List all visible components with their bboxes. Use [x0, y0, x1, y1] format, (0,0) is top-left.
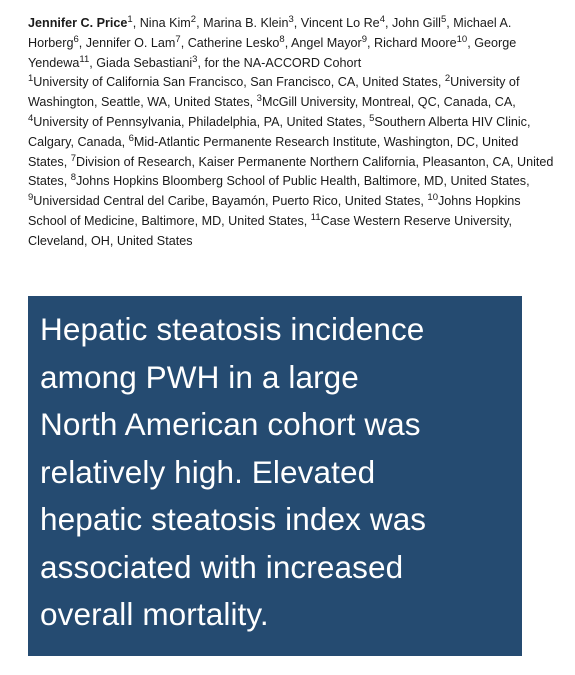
affiliation-text: University of California San Francisco, San Francisco, CA, United States — [33, 75, 438, 90]
author-name: Michael A. Horberg — [28, 16, 512, 50]
affiliation-text: Division of Research, Kaiser Permanente Northern California, Pleasanton, CA, United States — [28, 154, 554, 189]
affiliation-superscript: 3 — [288, 14, 294, 25]
affiliation-number: 10 — [427, 192, 438, 204]
affiliation-text: University of Pennsylvania, Philadelphia, PA, United States — [33, 114, 363, 129]
author-name: Jennifer O. Lam — [85, 35, 176, 50]
affiliation-superscript: 4 — [379, 14, 385, 25]
author-name: Nina Kim — [139, 16, 191, 30]
affiliation-text: Johns Hopkins School of Medicine, Baltimore, MD, United States — [28, 194, 521, 228]
author-name: Catherine Lesko — [187, 35, 280, 50]
affiliation-superscript: 7 — [175, 33, 181, 45]
affiliation-number: 2 — [444, 73, 451, 85]
affiliation-text: Mid-Atlantic Permanente Research Institute, Washington, DC, United States — [28, 134, 519, 169]
affiliation-number: 4 — [28, 112, 34, 124]
affiliation-number: 8 — [70, 172, 76, 184]
author-name: John Gill — [391, 16, 441, 30]
affiliation-superscript: 5 — [440, 14, 447, 25]
affiliation-text: McGill University, Montreal, QC, Canada, CA — [261, 95, 513, 110]
affiliation-superscript: 11 — [79, 53, 90, 65]
authors-affiliations-block — [28, 14, 558, 252]
affiliation-number: 5 — [369, 112, 375, 124]
affiliation-text: Case Western Reserve University, Cleveland, OH, United States — [28, 213, 512, 248]
affiliation-superscript: 3 — [192, 53, 198, 65]
affiliation-text: Johns Hopkins Bloomberg School of Public Health, Baltimore, MD, United States — [76, 174, 527, 189]
affiliation-number: 3 — [256, 93, 262, 105]
affiliation-superscript: 6 — [73, 33, 79, 45]
cohort-label: for the NA-ACCORD Cohort — [204, 55, 362, 70]
affiliation-text: University of Washington, Seattle, WA, United States — [28, 75, 520, 110]
affiliation-superscript: 2 — [190, 14, 197, 25]
author-name: Vincent Lo Re — [300, 16, 380, 30]
author-name: George Yendewa — [28, 35, 517, 70]
author-affiliation-paragraph: Jennifer C. Price$^1$, Nina Kim$^2$, Marina B. Klein$^3$, Vincent Lo Re$^4$, John Gill$^5$, Michael A. Horberg$^6$, Jennifer O. Lam$^7$, Catherine Lesko$^8$, Angel Mayor$^9$, Richard Moore$^{10}$, George Yendewa$^{11}$, Giada Sebastiani$^3$, for the NA-ACCORD Cohort $^1$University of California San Francisco, San Francisco, CA, United States, $^2$University of Washington, Seattle, WA, United States, $^3$McGill University, Montreal, QC, Canada, CA, $^4$University of Pennsylvania, Philadelphia, PA, United States, $^5$Southern Alberta HIV Clinic, Calgary, Canada, $^6$Mid-Atlantic Permanente Research Institute, Washington, DC, United States, $^7$Division of Research, Kaiser Permanente Northern California, Pleasanton, CA, United States, $^8$Johns Hopkins Bloomberg School of Public Health, Baltimore, MD, United States, $^9$Universidad Central del Caribe, Bayamón, Puerto Rico, United States, $^{10}$Johns Hopkins School of Medicine, Baltimore, MD, United States, $^{11}$Case Western Reserve University, Cleveland, OH, United States — [28, 14, 554, 248]
affiliation-number: 11 — [310, 211, 321, 223]
affiliation-number: 6 — [128, 132, 134, 144]
author-name: Marina B. Klein — [203, 16, 289, 30]
affiliation-text: Universidad Central del Caribe, Bayamón, Puerto Rico, United States — [33, 194, 421, 209]
author-name: Richard Moore — [374, 35, 457, 50]
affiliation-text: Southern Alberta HIV Clinic, Calgary, Canada — [28, 114, 531, 149]
summary-box — [28, 296, 522, 656]
lead-author-name: Jennifer C. Price — [28, 16, 128, 30]
author-name: Giada Sebastiani — [96, 55, 193, 70]
affiliation-number: 7 — [70, 152, 76, 164]
affiliation-superscript: 10 — [456, 33, 468, 45]
affiliation-number: 1 — [28, 73, 34, 85]
affiliation-number: 9 — [28, 192, 34, 204]
affiliation-superscript: 9 — [361, 33, 368, 45]
summary-text: Hepatic steatosis incidence among PWH in a large North American cohort was relatively high. Elevated hepatic steatosis index was associated with increased overall mortality. — [40, 311, 427, 632]
author-name: Angel Mayor — [291, 35, 362, 50]
affiliation-superscript: 8 — [279, 33, 285, 45]
affiliation-superscript: 1 — [127, 14, 133, 25]
